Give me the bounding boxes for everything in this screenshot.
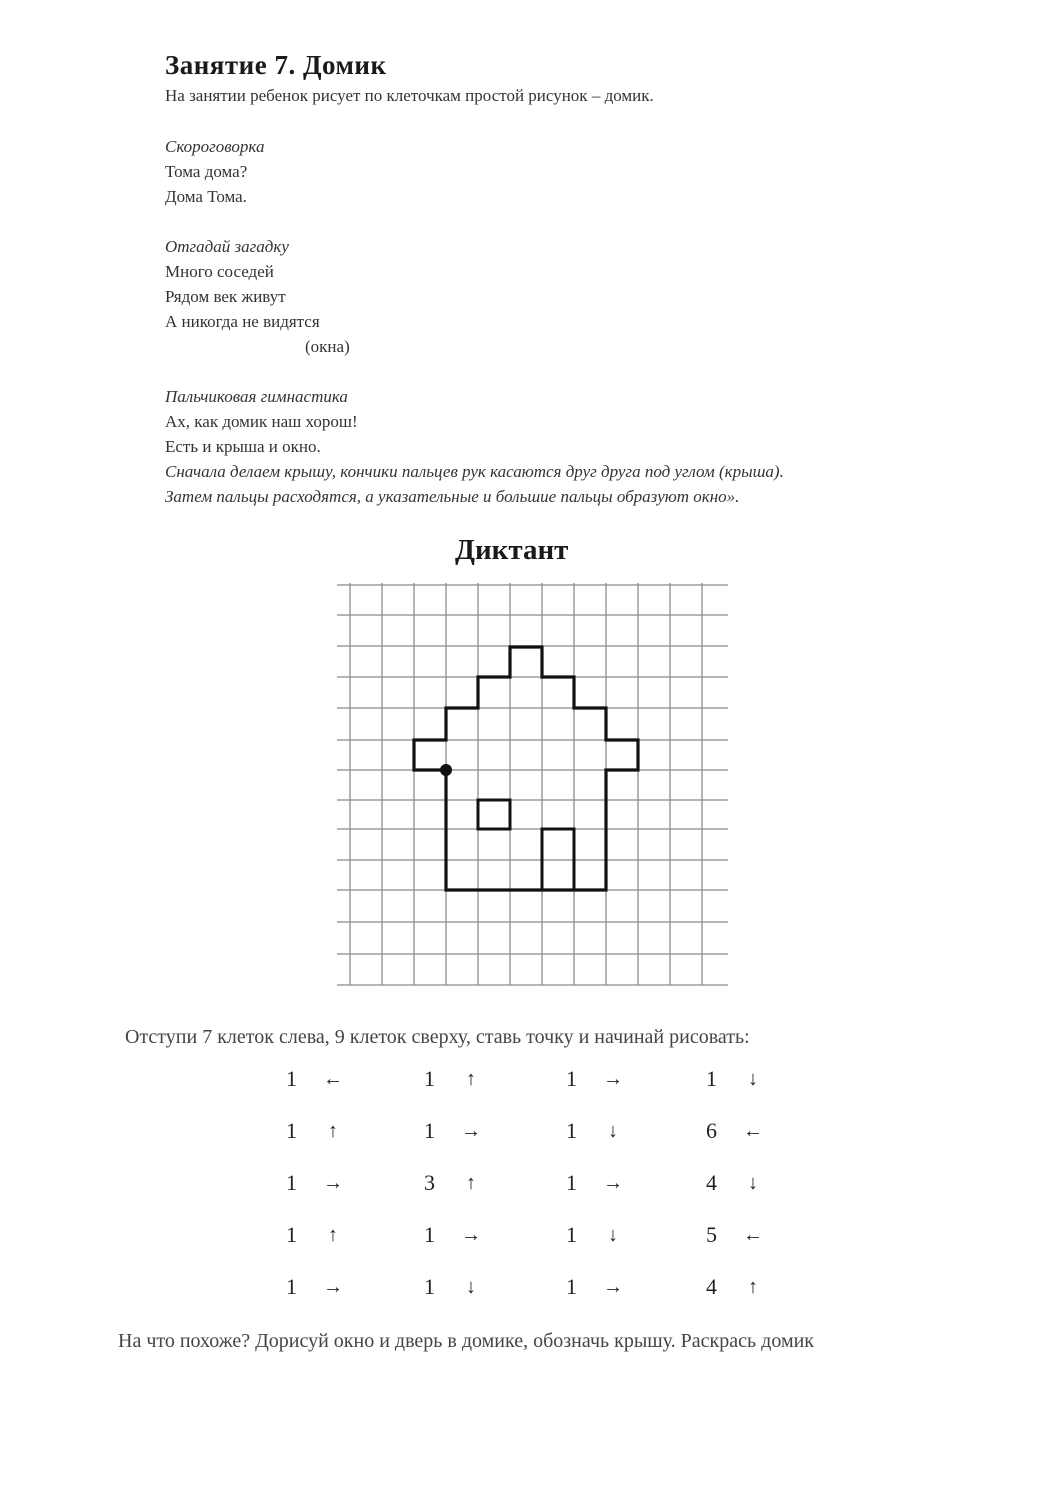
lesson-intro: На занятии ребенок рисует по клеточкам простой рисунок – домик.: [165, 86, 654, 105]
finger-gym-note: Затем пальцы расходятся, а указательные и большие пальцы образуют окно».: [165, 487, 740, 506]
step-item: [424, 1066, 482, 1092]
down-arrow-icon: ↓: [608, 1119, 618, 1142]
step-item: [566, 1170, 624, 1196]
step-item: [706, 1222, 764, 1248]
right-arrow-icon: →: [603, 1275, 623, 1298]
tongue-twister-line: Тома дома?: [165, 162, 248, 181]
finger-gym-line: Ах, как домик наш хорош!: [165, 412, 358, 431]
up-arrow-icon: ↑: [466, 1067, 476, 1090]
riddle-line: Рядом век живут: [165, 287, 286, 306]
step-count: 1: [286, 1170, 297, 1195]
step-item: [424, 1274, 482, 1300]
step-item: [706, 1118, 764, 1144]
finger-gym-heading: Пальчиковая гимнастика: [165, 387, 348, 406]
up-arrow-icon: ↑: [748, 1275, 758, 1298]
left-arrow-icon: ←: [323, 1067, 343, 1090]
step-count: 4: [706, 1274, 717, 1299]
up-arrow-icon: ↑: [466, 1171, 476, 1194]
grid-lines: [337, 583, 728, 985]
step-count: 1: [566, 1170, 577, 1195]
step-count: 1: [286, 1274, 297, 1299]
riddle-line: Много соседей: [165, 262, 274, 281]
step-item: [706, 1274, 764, 1300]
riddle-heading: Отгадай загадку: [165, 237, 289, 256]
step-count: 4: [706, 1170, 717, 1195]
step-count: 1: [566, 1118, 577, 1143]
step-count: 1: [706, 1066, 717, 1091]
step-count: 3: [424, 1170, 435, 1195]
step-item: [566, 1274, 624, 1300]
tongue-twister-heading: Скороговорка: [165, 137, 265, 156]
up-arrow-icon: ↑: [328, 1119, 338, 1142]
up-arrow-icon: ↑: [328, 1223, 338, 1246]
down-arrow-icon: ↓: [466, 1275, 476, 1298]
finger-gym-line: Есть и крыша и окно.: [165, 437, 321, 456]
step-count: 1: [286, 1222, 297, 1247]
step-item: [566, 1066, 624, 1092]
riddle-line: А никогда не видятся: [165, 312, 320, 331]
step-item: [286, 1222, 344, 1248]
down-arrow-icon: ↓: [748, 1171, 758, 1194]
step-item: [286, 1066, 344, 1092]
step-item: [706, 1066, 764, 1092]
step-count: 1: [566, 1066, 577, 1091]
step-item: [424, 1170, 482, 1196]
step-item: [424, 1118, 482, 1144]
step-item: [566, 1118, 624, 1144]
down-arrow-icon: ↓: [748, 1067, 758, 1090]
step-item: [566, 1222, 624, 1248]
step-item: [286, 1118, 344, 1144]
step-count: 1: [424, 1118, 435, 1143]
tongue-twister-line: Дома Тома.: [165, 187, 247, 206]
dictation-title: Диктант: [455, 534, 569, 566]
step-count: 1: [424, 1066, 435, 1091]
riddle-answer: (окна): [305, 337, 350, 356]
step-item: [424, 1222, 482, 1248]
step-count: 1: [424, 1274, 435, 1299]
left-arrow-icon: ←: [743, 1119, 763, 1142]
lesson-title: Занятие 7. Домик: [165, 50, 387, 80]
right-arrow-icon: →: [603, 1067, 623, 1090]
right-arrow-icon: →: [461, 1223, 481, 1246]
step-count: 1: [566, 1274, 577, 1299]
dictation-instruction: Отступи 7 клеток слева, 9 клеток сверху, ставь точку и начинай рисовать:: [125, 1026, 750, 1048]
step-count: 1: [566, 1222, 577, 1247]
step-count: 6: [706, 1118, 717, 1143]
step-item: [286, 1274, 344, 1300]
house-window: [478, 800, 510, 829]
right-arrow-icon: →: [461, 1119, 481, 1142]
step-item: [286, 1170, 344, 1196]
left-arrow-icon: ←: [743, 1223, 763, 1246]
step-count: 5: [706, 1222, 717, 1247]
step-item: [706, 1170, 764, 1196]
step-count: 1: [424, 1222, 435, 1247]
down-arrow-icon: ↓: [608, 1223, 618, 1246]
right-arrow-icon: →: [323, 1171, 343, 1194]
start-dot: [440, 764, 452, 776]
finger-gym-note: Сначала делаем крышу, кончики пальцев рук касаются друг друга под углом (крыша).: [165, 462, 784, 481]
right-arrow-icon: →: [603, 1171, 623, 1194]
dictation-footer: На что похоже? Дорисуй окно и дверь в домике, обозначь крышу. Раскрась домик: [118, 1330, 815, 1352]
step-count: 1: [286, 1066, 297, 1091]
right-arrow-icon: →: [323, 1275, 343, 1298]
step-count: 1: [286, 1118, 297, 1143]
